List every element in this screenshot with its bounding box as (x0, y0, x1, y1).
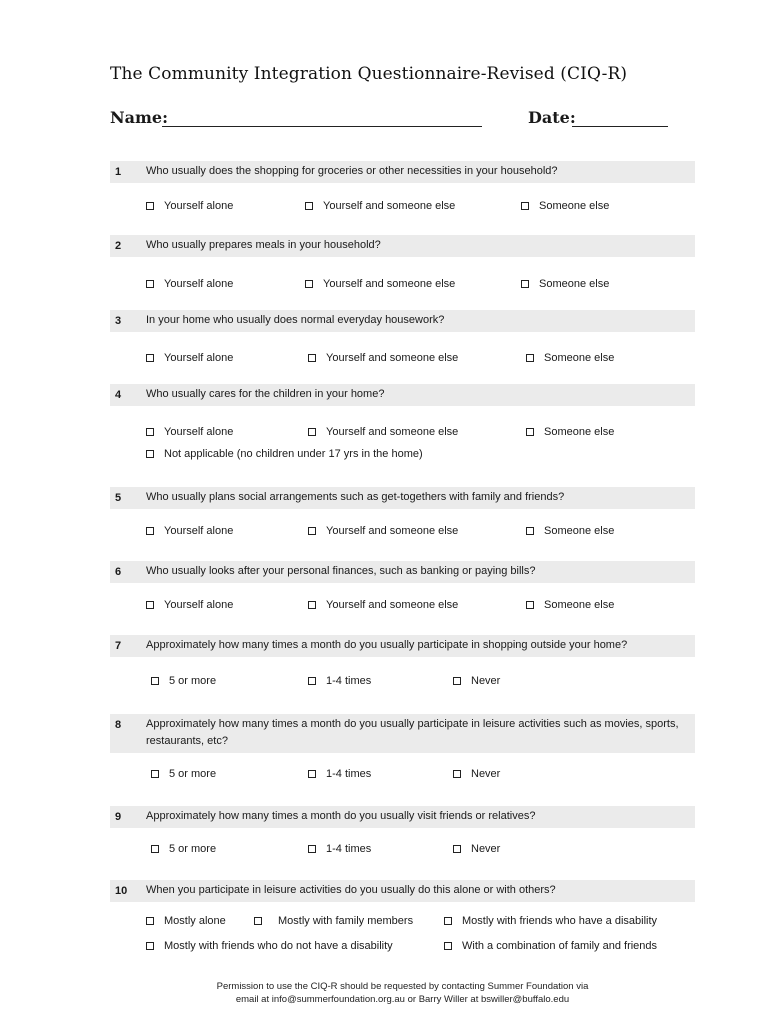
footer-line-2: email at info@summerfoundation.org.au or Barry Willer at bswiller@buffalo.edu (235, 994, 570, 1005)
option-yourself-alone[interactable]: Yourself alone (146, 425, 233, 439)
checkbox[interactable] (146, 450, 154, 458)
option-yourself-alone[interactable]: Yourself alone (146, 351, 233, 365)
checkbox[interactable] (146, 202, 154, 210)
option-yourself-and-someone-else[interactable]: Yourself and someone else (305, 277, 455, 291)
option-5-or-more[interactable]: 5 or more (151, 842, 216, 856)
option-yourself-and-someone-else[interactable]: Yourself and someone else (308, 425, 458, 439)
option-1-4-times[interactable]: 1-4 times (308, 674, 371, 688)
checkbox[interactable] (151, 845, 159, 853)
option-1-4-times[interactable]: 1-4 times (308, 767, 371, 781)
checkbox[interactable] (308, 601, 316, 609)
option-5-or-more[interactable]: 5 or more (151, 674, 216, 688)
option-someone-else[interactable]: Someone else (521, 199, 609, 213)
checkbox[interactable] (151, 677, 159, 685)
option-never[interactable]: Never (453, 842, 500, 856)
option-yourself-and-someone-else[interactable]: Yourself and someone else (308, 598, 458, 612)
question-number: 8 (115, 719, 122, 731)
checkbox[interactable] (526, 428, 534, 436)
question-3 (110, 310, 695, 332)
option-someone-else[interactable]: Someone else (526, 598, 614, 612)
question-10 (110, 880, 695, 902)
checkbox[interactable] (146, 917, 154, 925)
question-8 (110, 714, 695, 753)
question-number: 3 (115, 315, 122, 327)
checkbox[interactable] (146, 354, 154, 362)
checkbox[interactable] (146, 428, 154, 436)
date-field[interactable] (572, 126, 668, 127)
question-7 (110, 635, 695, 657)
checkbox[interactable] (444, 942, 452, 950)
question-text: In your home who usually does normal everyday housework? (146, 314, 445, 326)
question-text: Who usually prepares meals in your household? (146, 239, 381, 251)
option-someone-else[interactable]: Someone else (521, 277, 609, 291)
option-combination-family-and-friends[interactable]: With a combination of family and friends (444, 939, 657, 953)
checkbox[interactable] (453, 770, 461, 778)
checkbox[interactable] (146, 527, 154, 535)
checkbox[interactable] (521, 280, 529, 288)
checkbox[interactable] (521, 202, 529, 210)
name-field[interactable] (162, 126, 482, 127)
question-text: Who usually cares for the children in your home? (146, 388, 385, 400)
checkbox[interactable] (305, 202, 313, 210)
question-text: Who usually does the shopping for groceries or other necessities in your household? (146, 165, 558, 177)
question-number: 6 (115, 566, 122, 578)
checkbox[interactable] (308, 677, 316, 685)
checkbox[interactable] (526, 527, 534, 535)
question-1 (110, 161, 695, 183)
question-number: 10 (115, 885, 128, 897)
option-yourself-alone[interactable]: Yourself alone (146, 524, 233, 538)
checkbox[interactable] (444, 917, 452, 925)
footer-line-1: Permission to use the CIQ-R should be requested by contacting Summer Foundation via (216, 981, 589, 992)
name-date-row (110, 108, 670, 132)
question-text: Who usually looks after your personal finances, such as banking or paying bills? (146, 565, 536, 577)
question-number: 5 (115, 492, 122, 504)
option-yourself-and-someone-else[interactable]: Yourself and someone else (308, 524, 458, 538)
question-2 (110, 235, 695, 257)
option-never[interactable]: Never (453, 674, 500, 688)
option-someone-else[interactable]: Someone else (526, 425, 614, 439)
question-text: Who usually plans social arrangements such as get-togethers with family and friends? (146, 491, 565, 503)
form-title: The Community Integration Questionnaire-Revised (CIQ-R) (110, 64, 628, 84)
checkbox[interactable] (308, 428, 316, 436)
name-label: Name: (110, 108, 169, 127)
option-yourself-alone[interactable]: Yourself alone (146, 277, 233, 291)
question-number: 1 (115, 166, 122, 178)
question-text: Approximately how many times a month do you usually visit friends or relatives? (146, 810, 536, 822)
option-mostly-with-friends-who-have-a-disability[interactable]: Mostly with friends who have a disability (444, 914, 657, 928)
question-text: Approximately how many times a month do you usually participate in shopping outside your home? (146, 639, 628, 651)
checkbox[interactable] (308, 770, 316, 778)
option-1-4-times[interactable]: 1-4 times (308, 842, 371, 856)
option-yourself-and-someone-else[interactable]: Yourself and someone else (308, 351, 458, 365)
permission-footer (110, 980, 695, 1006)
checkbox[interactable] (305, 280, 313, 288)
option-never[interactable]: Never (453, 767, 500, 781)
checkbox[interactable] (151, 770, 159, 778)
question-number: 4 (115, 389, 122, 401)
checkbox[interactable] (146, 601, 154, 609)
option-yourself-and-someone-else[interactable]: Yourself and someone else (305, 199, 455, 213)
question-number: 9 (115, 811, 122, 823)
option-mostly-with-family-members[interactable]: Mostly with family members (254, 914, 413, 928)
checkbox[interactable] (526, 601, 534, 609)
checkbox[interactable] (308, 354, 316, 362)
option-someone-else[interactable]: Someone else (526, 524, 614, 538)
question-6 (110, 561, 695, 583)
question-4 (110, 384, 695, 406)
checkbox[interactable] (146, 280, 154, 288)
checkbox[interactable] (453, 845, 461, 853)
question-number: 2 (115, 240, 122, 252)
option-mostly-with-friends-without-disability[interactable]: Mostly with friends who do not have a disability (146, 939, 393, 953)
checkbox[interactable] (526, 354, 534, 362)
option-mostly-alone[interactable]: Mostly alone (146, 914, 226, 928)
checkbox[interactable] (146, 942, 154, 950)
date-label: Date: (528, 108, 576, 127)
question-9 (110, 806, 695, 828)
checkbox[interactable] (254, 917, 262, 925)
question-number: 7 (115, 640, 122, 652)
question-text: When you participate in leisure activities do you usually do this alone or with others? (146, 884, 556, 896)
option-yourself-alone[interactable]: Yourself alone (146, 199, 233, 213)
option-5-or-more[interactable]: 5 or more (151, 767, 216, 781)
question-text: Approximately how many times a month do you usually participate in leisure activities such as movies, sports, restaurants, etc? (146, 718, 679, 747)
checkbox[interactable] (308, 845, 316, 853)
option-not-applicable[interactable]: Not applicable (no children under 17 yrs in the home) (146, 447, 423, 461)
question-5 (110, 487, 695, 509)
option-yourself-alone[interactable]: Yourself alone (146, 598, 233, 612)
option-someone-else[interactable]: Someone else (526, 351, 614, 365)
checkbox[interactable] (308, 527, 316, 535)
checkbox[interactable] (453, 677, 461, 685)
